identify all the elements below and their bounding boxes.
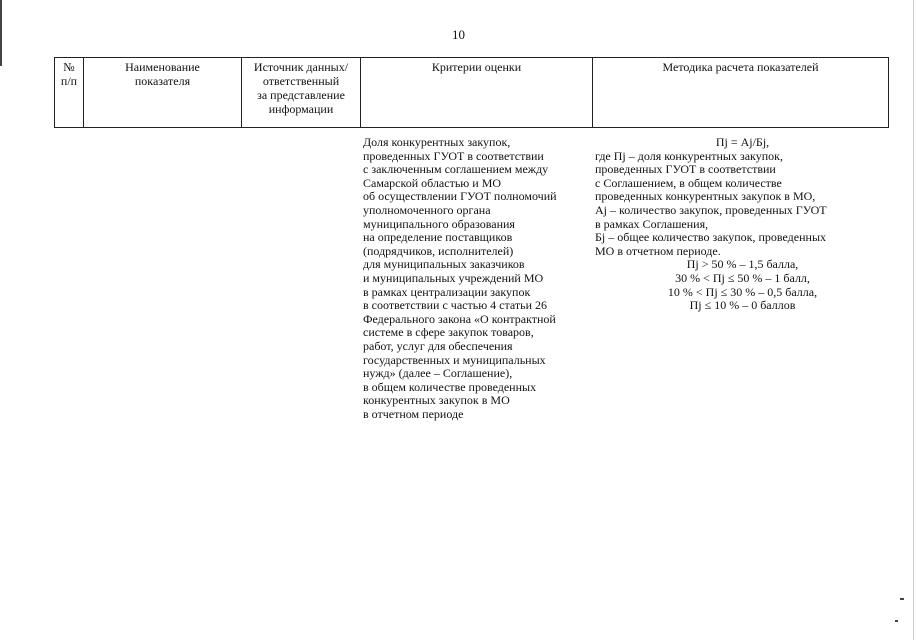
- method-scoring-line: Пj > 50 % – 1,5 балла,: [686, 257, 799, 272]
- header-text-line: показателя: [134, 74, 191, 88]
- header-cell-method: [593, 58, 889, 128]
- criteria-line: в отчетном периоде: [363, 406, 464, 421]
- criteria-line: в общем количестве проведенных: [363, 379, 537, 394]
- method-description-line: МО в отчетном периоде.: [595, 243, 721, 258]
- header-text-line: №: [63, 60, 75, 74]
- header-text-line: ответственный: [262, 74, 340, 88]
- criteria-line: Самарской областью и МО: [363, 175, 502, 190]
- criteria-line: нужд» (далее – Соглашение),: [363, 366, 513, 381]
- header-cell-data-source: [242, 58, 361, 128]
- criteria-line: работ, услуг для обеспечения: [363, 338, 513, 353]
- header-text-line: информации: [268, 102, 334, 116]
- header-text-line: Критерии оценки: [431, 60, 522, 74]
- criteria-line: для муниципальных заказчиков: [363, 257, 525, 272]
- header-text-line: п/п: [60, 74, 78, 88]
- header-text-line: Методика расчета показателей: [662, 60, 819, 74]
- method-description-line: где Пj – доля конкурентных закупок,: [595, 148, 783, 163]
- scan-speck: [895, 620, 898, 622]
- method-description-line: Аj – количество закупок, проведенных ГУОТ: [595, 202, 827, 217]
- method-scoring-line: 10 % < Пj ≤ 30 % – 0,5 балла,: [667, 284, 818, 299]
- criteria-text: [363, 136, 593, 421]
- criteria-line: Доля конкурентных закупок,: [363, 135, 511, 149]
- method-formula: Пj = Аj/Бj,: [715, 135, 770, 149]
- criteria-line: государственных и муниципальных: [363, 352, 546, 367]
- criteria-table-header: [54, 57, 889, 128]
- criteria-line: в соответствии с частью 4 статьи 26: [363, 298, 548, 313]
- criteria-line: проведенных ГУОТ в соответствии: [363, 148, 544, 163]
- page-number: 10: [452, 27, 465, 42]
- header-cell-criteria: [361, 58, 593, 128]
- header-text-line: Источник данных/: [253, 60, 349, 74]
- criteria-line: с заключенным соглашением между: [363, 162, 549, 177]
- criteria-line: конкурентных закупок в МО: [363, 393, 510, 408]
- header-text-line: Наименование: [125, 60, 200, 74]
- header-cell-number: [55, 58, 84, 128]
- method-text: [595, 136, 890, 313]
- criteria-line: уполномоченного органа: [363, 202, 491, 217]
- method-description-line: в рамках Соглашения,: [595, 216, 709, 231]
- method-description-line: Бj – общее количество закупок, проведенных: [595, 230, 827, 245]
- criteria-line: на определение поставщиков: [363, 230, 513, 245]
- method-scoring-line: 30 % < Пj ≤ 50 % – 1 балл,: [675, 270, 810, 285]
- criteria-line: в рамках централизации закупок: [363, 284, 531, 299]
- criteria-line: и муниципальных учреждений МО: [363, 270, 544, 285]
- method-description-line: с Соглашением, в общем количестве: [595, 175, 782, 190]
- criteria-line: системе в сфере закупок товаров,: [363, 325, 534, 340]
- method-description-line: проведенных ГУОТ в соответствии: [595, 162, 776, 177]
- scan-speck: [900, 598, 904, 600]
- table-header-row: [55, 58, 889, 128]
- scan-edge-mark: [0, 0, 2, 66]
- header-cell-indicator-name: [84, 58, 242, 128]
- criteria-line: об осуществлении ГУОТ полномочий: [363, 189, 557, 204]
- method-description-line: проведенных конкурентных закупок в МО,: [595, 189, 816, 204]
- scan-edge-mark: [913, 0, 914, 640]
- criteria-line: (подрядчиков, исполнителей): [363, 243, 514, 258]
- method-scoring-line: Пj ≤ 10 % – 0 баллов: [689, 298, 796, 313]
- criteria-line: Федерального закона «О контрактной: [363, 311, 556, 326]
- criteria-line: муниципального образования: [363, 216, 515, 231]
- header-text-line: за представление: [257, 88, 345, 102]
